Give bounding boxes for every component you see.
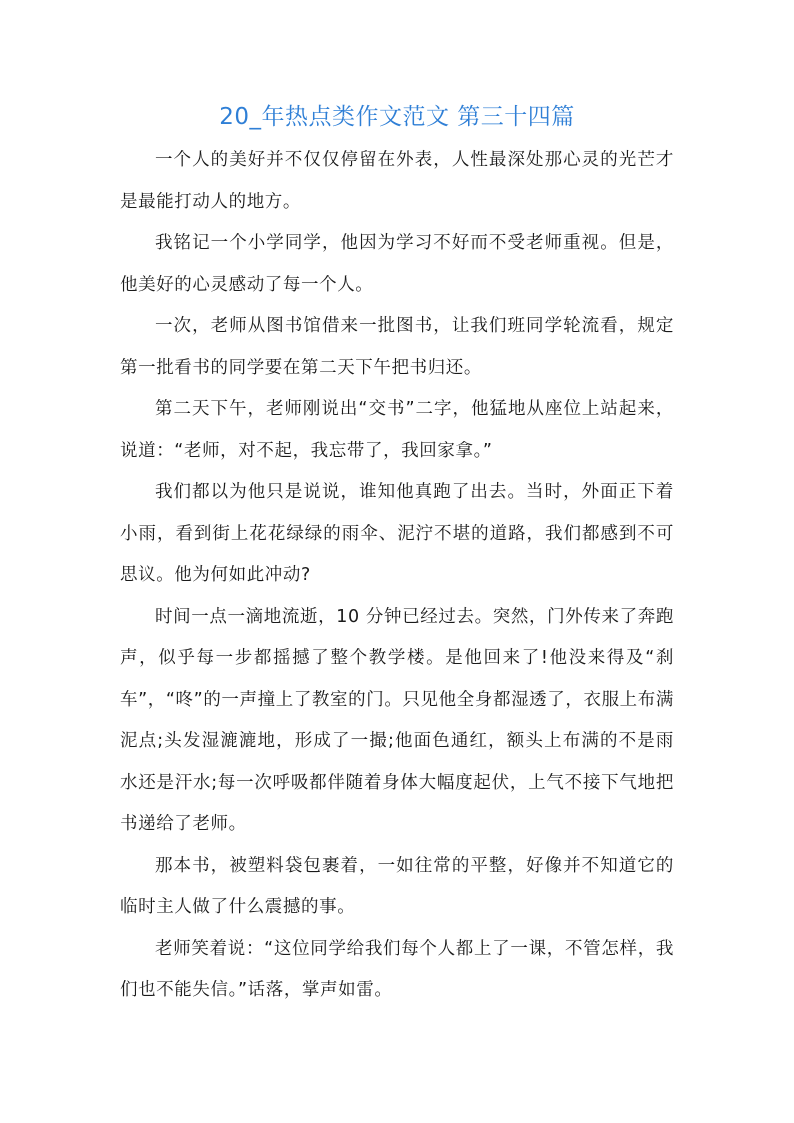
- document-title: 20_年热点类作文范文 第三十四篇: [219, 104, 575, 130]
- paragraph: 我们都以为他只是说说，谁知他真跑了出去。当时，外面正下着小雨，看到街上花花绿绿的雨伞、泥泞不堪的道路，我们都感到不可思议。他为何如此冲动?: [120, 482, 674, 585]
- paragraph: 一次，老师从图书馆借来一批图书，让我们班同学轮流看，规定第一批看书的同学要在第二天下午把书归还。: [120, 316, 674, 378]
- paragraph: 我铭记一个小学同学，他因为学习不好而不受老师重视。但是，他美好的心灵感动了每一个人。: [120, 233, 674, 295]
- paragraph: 时间一点一滴地流逝，10 分钟已经过去。突然，门外传来了奔跑声，似乎每一步都摇撼了整个教学楼。是他回来了!他没来得及“刹车”，“咚”的一声撞上了教室的门。只见他全身都湿透了，衣服上布满泥点;头发湿漉漉地，形成了一撮;他面色通红，额头上布满的不是雨水还是汗水;每一次呼吸都伴随着身体大幅度起伏，上气不接下气地把书递给了老师。: [120, 606, 674, 834]
- paragraph: 第二天下午，老师刚说出“交书”二字，他猛地从座位上站起来，说道：“老师，对不起，我忘带了，我回家拿。”: [120, 399, 674, 461]
- paragraph: 老师笑着说：“这位同学给我们每个人都上了一课，不管怎样，我们也不能失信。”话落，掌声如雷。: [120, 938, 674, 1000]
- paragraph: 一个人的美好并不仅仅停留在外表，人性最深处那心灵的光芒才是最能打动人的地方。: [120, 150, 674, 212]
- paragraph: 那本书，被塑料袋包裹着，一如往常的平整，好像并不知道它的临时主人做了什么震撼的事。: [120, 855, 674, 917]
